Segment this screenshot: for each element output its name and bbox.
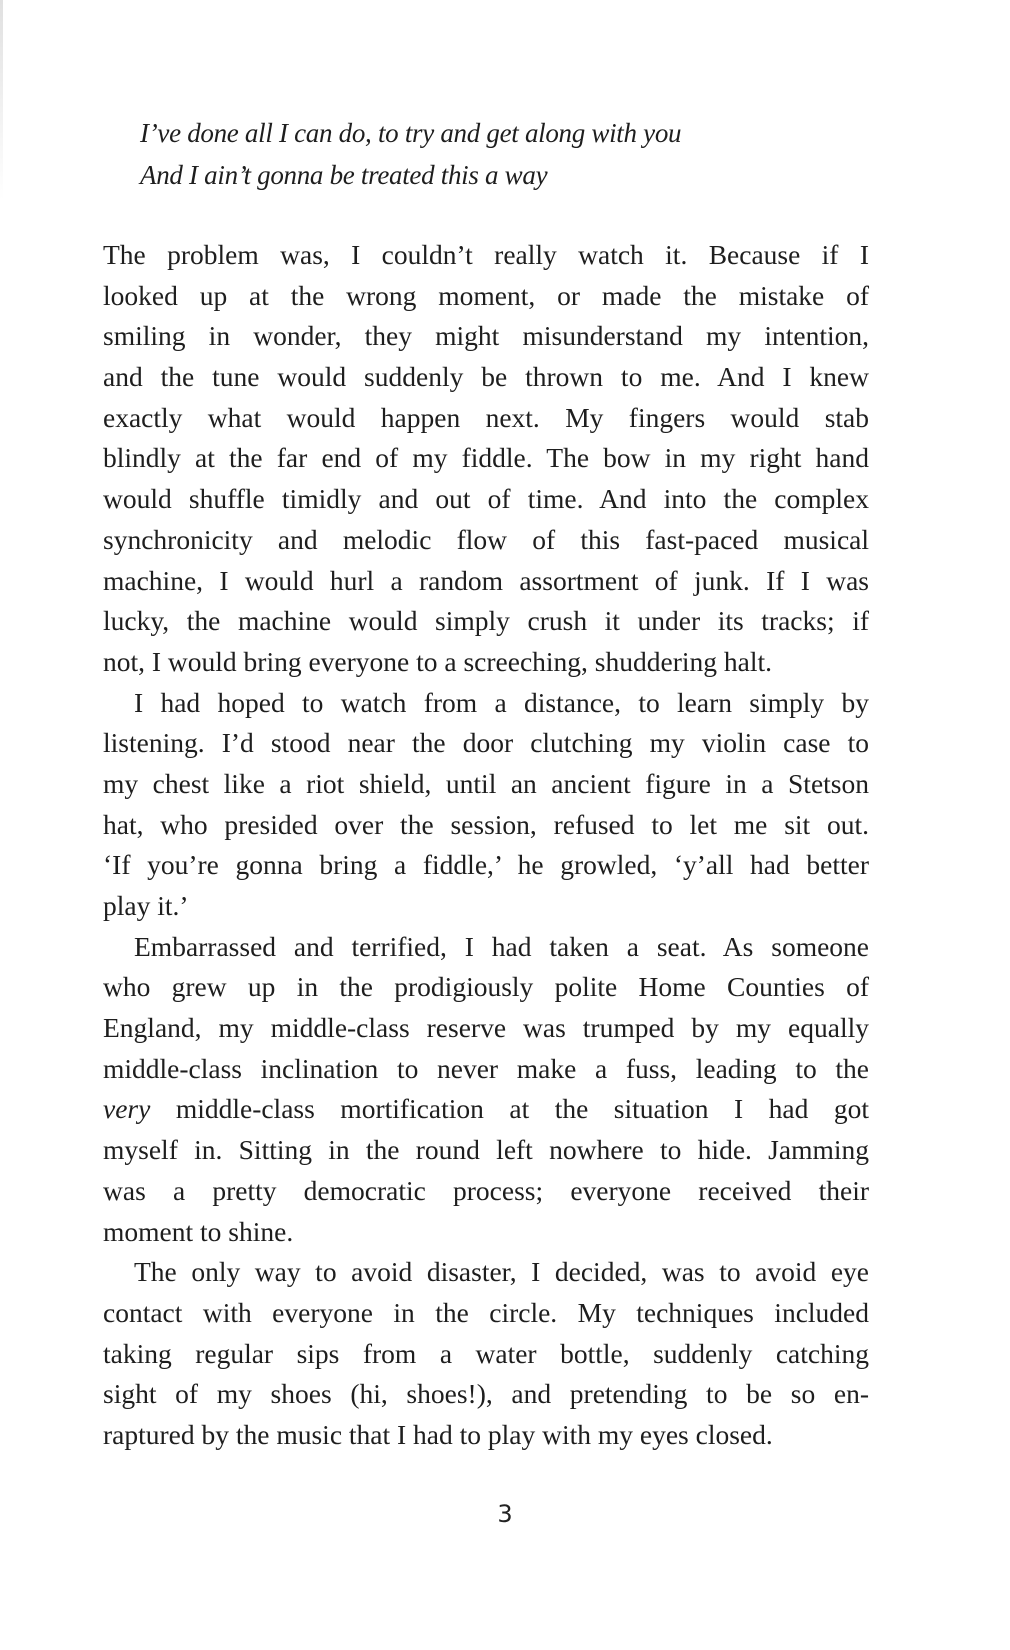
emphasis: very (103, 1093, 151, 1125)
text-line: I had hoped to watch from a distance, to learn simply by (134, 686, 869, 718)
paragraph (103, 1252, 869, 1455)
text-line: would shuffle timidly and out of time. And into the complex (103, 483, 869, 515)
text-line: blindly at the far end of my fiddle. The bow in my right hand (103, 442, 869, 474)
text-line: The only way to avoid disaster, I decided, was to avoid eye (134, 1256, 869, 1288)
paragraph (103, 235, 869, 683)
epigraph-line: And I ain’t gonna be treated this a way (140, 160, 548, 190)
text-line: who grew up in the prodigiously polite Home Counties of (103, 971, 869, 1003)
text-line: exactly what would happen next. My fingers would stab (103, 401, 869, 433)
text-line: listening. I’d stood near the door clutching my violin case to (103, 727, 869, 759)
text-line: synchronicity and melodic flow of this fast-paced musical (103, 523, 869, 555)
text-line: hat, who presided over the session, refused to let me sit out. (103, 808, 869, 840)
text-line: very middle-class mortification at the situation I had got (103, 1093, 869, 1125)
text-line: myself in. Sitting in the round left nowhere to hide. Jamming (103, 1134, 869, 1166)
text-line: middle-class inclination to never make a fuss, leading to the (103, 1052, 869, 1084)
text-line: taking regular sips from a water bottle, suddenly catching (103, 1337, 869, 1369)
text-line: contact with everyone in the circle. My techniques included (103, 1296, 869, 1328)
text-line: lucky, the machine would simply crush it under its tracks; if (103, 605, 869, 637)
text-line: not, I would bring everyone to a screeching, shuddering halt. (103, 645, 772, 677)
epigraph-line: I’ve done all I can do, to try and get along with you (140, 118, 682, 148)
song-lyric-epigraph (140, 112, 681, 196)
text-line: and the tune would suddenly be thrown to me. And I knew (103, 361, 869, 393)
text-line: play it.’ (103, 890, 189, 921)
text-line: The problem was, I couldn’t really watch it. Because if I (103, 239, 869, 270)
text-line: Embarrassed and terrified, I had taken a seat. As someone (134, 930, 869, 962)
text-line: machine, I would hurl a random assortment of junk. If I was (103, 564, 869, 596)
text-line: smiling in wonder, they might misunderstand my intention, (103, 320, 869, 352)
text-line: ‘If you’re gonna bring a fiddle,’ he growled, ‘y’all had better (103, 849, 869, 881)
text-line: sight of my shoes (hi, shoes!), and pretending to be so en- (103, 1378, 869, 1410)
paragraph (103, 927, 869, 1253)
text-line: moment to shine. (103, 1215, 294, 1247)
body-text (103, 235, 869, 1456)
page-number: 3 (497, 1500, 513, 1528)
page-edge-shadow (0, 0, 3, 200)
text-line: my chest like a riot shield, until an ancient figure in a Stetson (103, 767, 869, 799)
text-line: raptured by the music that I had to play with my eyes closed. (103, 1418, 773, 1450)
paragraph (103, 683, 869, 927)
text-line: was a pretty democratic process; everyone received their (103, 1174, 869, 1206)
text-line: looked up at the wrong moment, or made the mistake of (103, 279, 869, 311)
text-line: England, my middle-class reserve was trumped by my equally (103, 1012, 869, 1044)
